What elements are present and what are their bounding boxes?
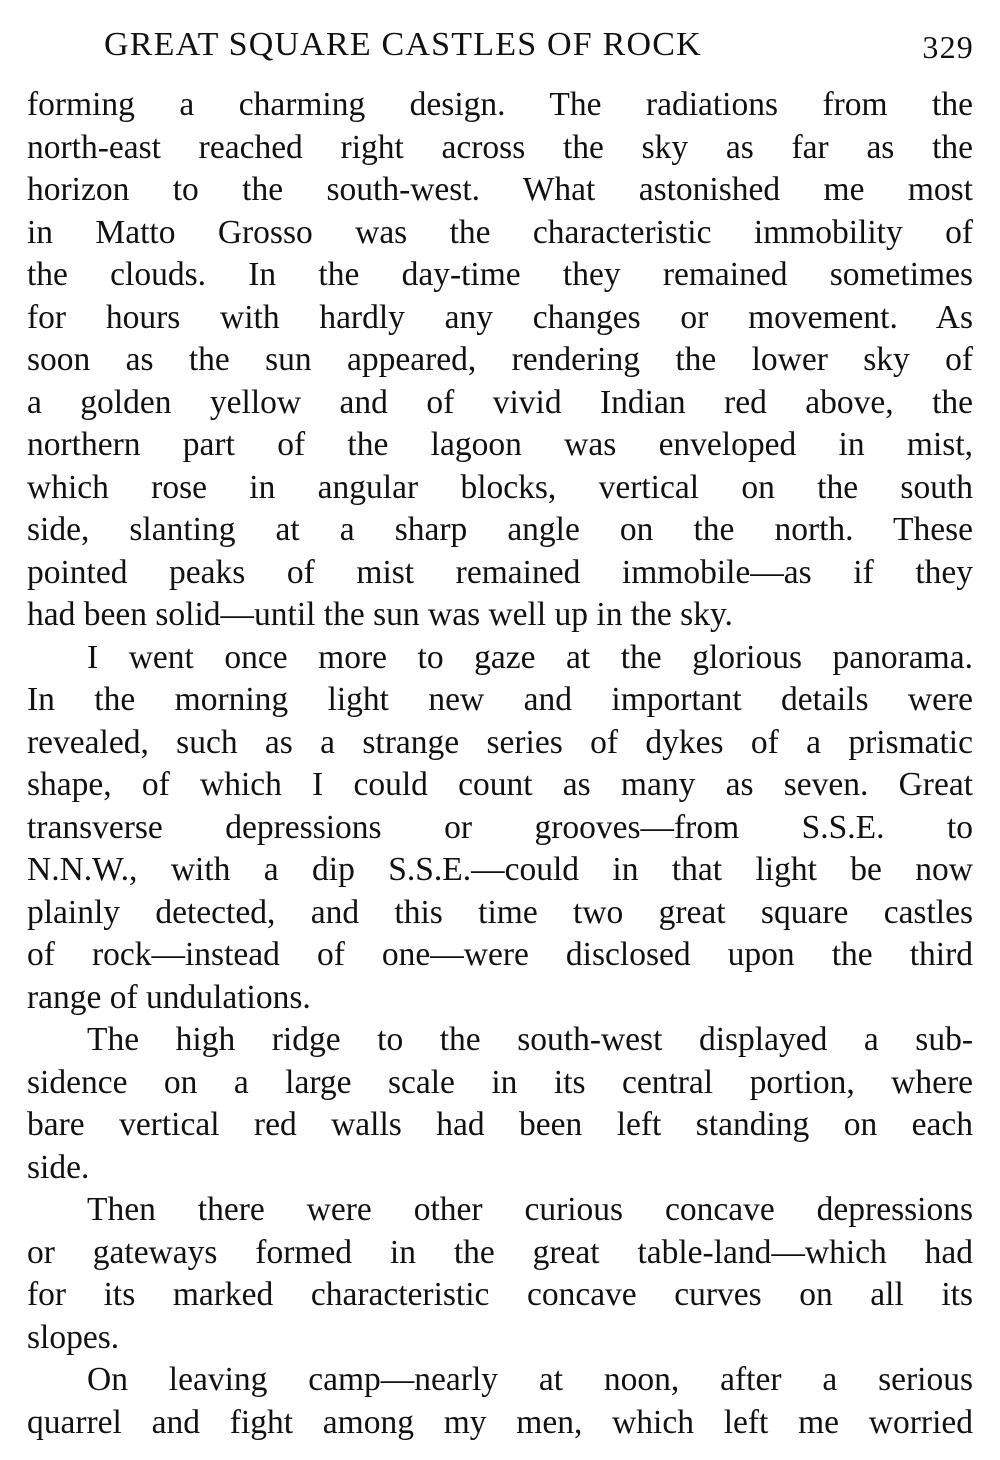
text-line: had been solid—until the sun was well up in the sky. bbox=[27, 596, 733, 633]
text-line: or gateways formed in the great table-land—which had bbox=[27, 1233, 973, 1271]
text-line: in Matto Grosso was the characteristic immobility of bbox=[27, 213, 973, 251]
text-line: which rose in angular blocks, vertical on the south bbox=[27, 468, 973, 506]
text-line: I went once more to gaze at the glorious panorama. bbox=[87, 638, 973, 676]
text-line: for its marked characteristic concave curves on all its bbox=[27, 1276, 973, 1313]
text-line: a golden yellow and of vivid Indian red above, the bbox=[27, 383, 973, 421]
text-line: In the morning light new and important details were bbox=[27, 681, 973, 718]
text-line: for hours with hardly any changes or movement. As bbox=[27, 298, 973, 336]
text-line: plainly detected, and this time two great square castles bbox=[27, 893, 973, 931]
text-line: range of undulations. bbox=[27, 978, 311, 1016]
running-head bbox=[104, 20, 974, 70]
text-line: side, slanting at a sharp angle on the north. These bbox=[27, 511, 973, 548]
text-line: horizon to the south-west. What astonished me most bbox=[27, 171, 973, 208]
body-text bbox=[27, 84, 973, 1444]
text-line: pointed peaks of mist remained immobile—as if they bbox=[27, 553, 973, 591]
page-number: 329 bbox=[922, 29, 974, 65]
text-line: forming a charming design. The radiations from the bbox=[27, 86, 973, 123]
text-line: On leaving camp—nearly at noon, after a serious bbox=[87, 1361, 973, 1398]
running-title: GREAT SQUARE CASTLES OF ROCK bbox=[104, 26, 702, 63]
text-line: side. bbox=[27, 1148, 90, 1186]
text-line: transverse depressions or grooves—from S.S.E. to bbox=[27, 808, 973, 846]
text-line: soon as the sun appeared, rendering the lower sky of bbox=[27, 341, 973, 378]
text-line: N.N.W., with a dip S.S.E.—could in that light be now bbox=[27, 851, 973, 888]
text-line: quarrel and fight among my men, which left me worried bbox=[27, 1403, 973, 1441]
text-line: The high ridge to the south-west displayed a sub- bbox=[87, 1021, 973, 1058]
text-line: bare vertical red walls had been left standing on each bbox=[27, 1106, 973, 1143]
text-line: shape, of which I could count as many as seven. Great bbox=[27, 766, 973, 803]
text-line: Then there were other curious concave depressions bbox=[87, 1191, 973, 1228]
text-line: revealed, such as a strange series of dykes of a prismatic bbox=[27, 723, 973, 761]
text-line: north-east reached right across the sky as far as the bbox=[27, 128, 973, 166]
text-line: sidence on a large scale in its central portion, where bbox=[27, 1063, 973, 1101]
text-line: the clouds. In the day-time they remained sometimes bbox=[27, 256, 973, 293]
text-line: northern part of the lagoon was enveloped in mist, bbox=[27, 426, 973, 463]
text-line: slopes. bbox=[27, 1318, 120, 1356]
text-line: of rock—instead of one—were disclosed upon the third bbox=[27, 936, 973, 973]
